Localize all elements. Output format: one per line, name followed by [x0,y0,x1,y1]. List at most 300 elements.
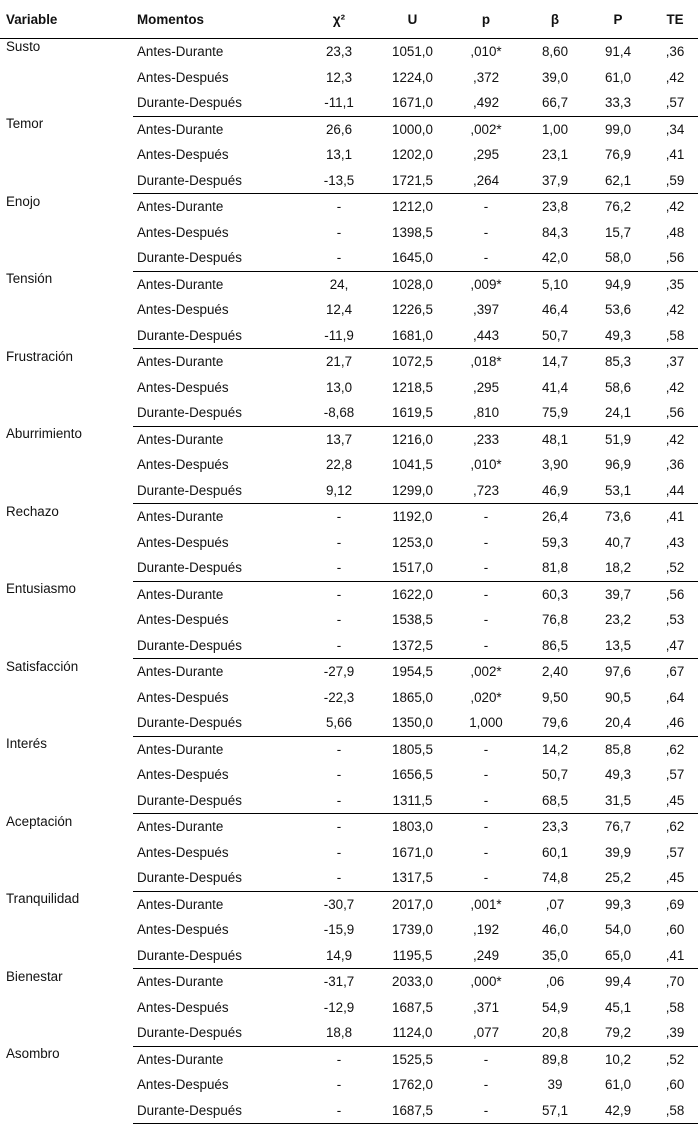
beta-cell: 50,7 [541,767,569,783]
probability-cell: 61,0 [604,1077,632,1093]
p-value-cell: ,009* [470,276,502,292]
beta-cell: 86,5 [524,633,586,659]
header-beta: β [524,0,586,39]
u-cell: 1224,0 [392,69,433,85]
beta-cell: 84,3 [541,224,569,240]
u-cell: 1041,5 [392,457,433,473]
momento-cell: Durante-Después [133,788,301,814]
chi-square-cell: 13,0 [325,379,353,395]
variable-cell: Asombro [6,1046,60,1061]
effect-size-cell: ,34 [665,121,685,137]
u-cell: 1865,0 [392,689,433,705]
probability-cell: 94,9 [604,276,632,292]
beta-cell: 81,8 [524,555,586,581]
momento-cell: Antes-Durante [137,276,224,292]
momento-cell: Antes-Después [137,844,229,860]
probability-cell: 76,2 [604,199,632,215]
beta-cell: 26,4 [541,509,569,525]
momento-cell: Durante-Después [133,478,301,504]
u-cell: 1619,5 [377,400,448,426]
probability-cell: 45,1 [604,999,632,1015]
beta-cell: 39,0 [541,69,569,85]
chi-square-cell: -12,9 [323,999,355,1015]
momento-cell: Antes-Durante [137,44,224,60]
beta-cell: 8,60 [541,44,569,60]
beta-cell: 60,1 [541,844,569,860]
variable-cell: Susto [6,39,41,54]
probability-cell: 53,1 [586,478,650,504]
probability-cell: 49,3 [586,323,650,349]
p-value-cell: ,371 [472,999,500,1015]
effect-size-cell: ,56 [650,245,698,271]
p-value-cell: - [483,1077,489,1093]
p-value-cell: - [448,555,524,581]
p-value-cell: ,264 [448,168,524,194]
probability-cell: 13,5 [586,633,650,659]
p-value-cell: ,010* [470,44,502,60]
momento-cell: Antes-Después [137,922,229,938]
probability-cell: 42,9 [586,1098,650,1124]
momento-cell: Antes-Durante [137,586,224,602]
p-value-cell: 1,000 [448,710,524,736]
beta-cell: 46,0 [541,922,569,938]
chi-square-cell: - [336,509,342,525]
momento-cell: Durante-Después [133,555,301,581]
beta-cell: 59,3 [541,534,569,550]
probability-cell: 62,1 [586,168,650,194]
momento-cell: Durante-Después [133,1020,301,1046]
probability-cell: 53,6 [604,302,632,318]
beta-cell: 23,3 [541,819,569,835]
u-cell: 1622,0 [392,586,433,602]
variable-cell: Aceptación [6,813,73,829]
u-cell: 1739,0 [392,922,433,938]
p-value-cell: ,397 [472,302,500,318]
effect-size-cell: ,59 [650,168,698,194]
p-value-cell: ,295 [472,379,500,395]
p-value-cell: ,295 [472,147,500,163]
u-cell: 2033,0 [392,974,433,990]
u-cell: 1687,5 [392,999,433,1015]
chi-square-cell: -22,3 [323,689,355,705]
p-value-cell: - [448,245,524,271]
p-value-cell: ,249 [448,943,524,969]
u-cell: 1517,0 [377,555,448,581]
momento-cell: Antes-Durante [137,896,224,912]
effect-size-cell: ,57 [665,767,685,783]
beta-cell: 37,9 [524,168,586,194]
variable-cell: Frustración [6,348,73,364]
probability-cell: 24,1 [586,400,650,426]
probability-cell: 73,6 [604,509,632,525]
beta-cell: 54,9 [541,999,569,1015]
chi-square-cell: - [336,199,342,215]
effect-size-cell: ,43 [665,534,685,550]
probability-cell: 49,3 [604,767,632,783]
probability-cell: 20,4 [586,710,650,736]
effect-size-cell: ,36 [665,44,685,60]
table-body [0,39,698,1124]
momento-cell: Antes-Durante [137,199,224,215]
p-value-cell: ,001* [470,896,502,912]
table-row [0,39,698,65]
table-row [0,271,698,297]
momento-cell: Durante-Después [133,245,301,271]
table-row [0,1046,698,1072]
p-value-cell: - [448,865,524,891]
table-row [0,891,698,917]
effect-size-cell: ,58 [650,1098,698,1124]
table-row [0,116,698,142]
u-cell: 1299,0 [377,478,448,504]
chi-square-cell: 21,7 [325,354,353,370]
variable-cell: Temor [6,116,44,131]
u-cell: 1253,0 [392,534,433,550]
effect-size-cell: ,58 [665,999,685,1015]
probability-cell: 91,4 [604,44,632,60]
chi-square-cell: 26,6 [325,121,353,137]
chi-square-cell: - [336,767,342,783]
u-cell: 1372,5 [377,633,448,659]
u-cell: 1195,5 [377,943,448,969]
probability-cell: 40,7 [604,534,632,550]
chi-square-cell: 12,3 [325,69,353,85]
momento-cell: Antes-Después [137,534,229,550]
variable-cell: Aburrimiento [6,426,82,441]
chi-square-cell: - [336,612,342,628]
u-cell: 1212,0 [392,199,433,215]
p-value-cell: - [448,788,524,814]
effect-size-cell: ,45 [650,788,698,814]
probability-cell: 25,2 [586,865,650,891]
effect-size-cell: ,52 [665,1051,685,1067]
probability-cell: 99,0 [604,121,632,137]
p-value-cell: ,192 [472,922,500,938]
effect-size-cell: ,42 [665,302,685,318]
momento-cell: Durante-Después [133,1098,301,1124]
momento-cell: Antes-Después [137,767,229,783]
probability-cell: 39,9 [604,844,632,860]
effect-size-cell: ,47 [650,633,698,659]
chi-square-cell: - [301,633,377,659]
chi-square-cell: -27,9 [323,664,355,680]
chi-square-cell: - [301,245,377,271]
u-cell: 1954,5 [392,664,433,680]
chi-square-cell: 5,66 [301,710,377,736]
effect-size-cell: ,42 [665,379,685,395]
probability-cell: 90,5 [604,689,632,705]
p-value-cell: ,018* [470,354,502,370]
probability-cell: 23,2 [604,612,632,628]
probability-cell: 10,2 [604,1051,632,1067]
table-row [0,736,698,762]
variable-cell: Enojo [6,193,41,209]
u-cell: 1687,5 [377,1098,448,1124]
probability-cell: 54,0 [604,922,632,938]
u-cell: 2017,0 [392,896,433,912]
table-row [0,814,698,840]
p-value-cell: ,492 [448,90,524,116]
header-probability: P [586,0,650,39]
p-value-cell: ,077 [448,1020,524,1046]
u-cell: 1645,0 [377,245,448,271]
effect-size-cell: ,53 [665,612,685,628]
chi-square-cell: - [336,224,342,240]
chi-square-cell: - [336,844,342,860]
p-value-cell: ,723 [448,478,524,504]
chi-square-cell: - [336,741,342,757]
effect-size-cell: ,69 [665,896,685,912]
effect-size-cell: ,62 [665,819,685,835]
p-value-cell: - [483,844,489,860]
p-value-cell: ,443 [448,323,524,349]
p-value-cell: - [483,224,489,240]
header-effect-size: TE [650,0,698,39]
momento-cell: Durante-Después [133,323,301,349]
effect-size-cell: ,42 [665,431,685,447]
probability-cell: 85,8 [604,741,632,757]
table-row [0,659,698,685]
table-row [0,194,698,220]
p-value-cell: ,000* [470,974,502,990]
momento-cell: Durante-Después [133,865,301,891]
chi-square-cell: - [301,1098,377,1124]
probability-cell: 97,6 [604,664,632,680]
effect-size-cell: ,56 [650,400,698,426]
u-cell: 1805,5 [392,741,433,757]
p-value-cell: - [483,1051,489,1067]
momento-cell: Antes-Durante [137,354,224,370]
chi-square-cell: -30,7 [323,896,355,912]
chi-square-cell: - [336,534,342,550]
effect-size-cell: ,41 [650,943,698,969]
probability-cell: 76,9 [604,147,632,163]
effect-size-cell: ,41 [665,509,685,525]
table-row [0,504,698,530]
chi-square-cell: - [336,586,342,602]
beta-cell: 75,9 [524,400,586,426]
chi-square-cell: 12,4 [325,302,353,318]
momento-cell: Durante-Después [133,400,301,426]
beta-cell: 89,8 [541,1051,569,1067]
beta-cell: 5,10 [541,276,569,292]
u-cell: 1671,0 [392,844,433,860]
p-value-cell: - [483,199,489,215]
p-value-cell: - [483,819,489,835]
beta-cell: 42,0 [524,245,586,271]
p-value-cell: - [483,767,489,783]
beta-cell: 20,8 [524,1020,586,1046]
header-u: U [377,0,448,39]
chi-square-cell: 14,9 [301,943,377,969]
momento-cell: Antes-Durante [137,819,224,835]
effect-size-cell: ,45 [650,865,698,891]
momento-cell: Antes-Después [137,457,229,473]
u-cell: 1398,5 [392,224,433,240]
probability-cell: 76,7 [604,819,632,835]
chi-square-cell: 24, [329,276,349,292]
beta-cell: 3,90 [541,457,569,473]
effect-size-cell: ,58 [650,323,698,349]
effect-size-cell: ,62 [665,741,685,757]
chi-square-cell: 22,8 [325,457,353,473]
effect-size-cell: ,67 [665,664,685,680]
table-row [0,349,698,375]
u-cell: 1124,0 [377,1020,448,1046]
momento-cell: Antes-Durante [137,1051,224,1067]
beta-cell: 41,4 [541,379,569,395]
beta-cell: 66,7 [524,90,586,116]
p-value-cell: - [483,509,489,525]
chi-square-cell: - [301,865,377,891]
effect-size-cell: ,57 [665,844,685,860]
momento-cell: Antes-Después [137,224,229,240]
beta-cell: 50,7 [524,323,586,349]
p-value-cell: ,002* [470,664,502,680]
probability-cell: 18,2 [586,555,650,581]
p-value-cell: ,810 [448,400,524,426]
chi-square-cell: -8,68 [301,400,377,426]
p-value-cell: ,372 [472,69,500,85]
momento-cell: Durante-Después [133,168,301,194]
p-value-cell: - [483,586,489,602]
chi-square-cell: 13,1 [325,147,353,163]
momento-cell: Antes-Después [137,1077,229,1093]
header-variable: Variable [0,0,133,39]
effect-size-cell: ,35 [665,276,685,292]
variable-cell: Tranquilidad [6,891,80,906]
u-cell: 1202,0 [392,147,433,163]
beta-cell: 48,1 [541,431,569,447]
variable-cell: Tensión [6,271,53,286]
momento-cell: Antes-Durante [137,431,224,447]
probability-cell: 96,9 [604,457,632,473]
variable-cell: Bienestar [6,968,63,984]
probability-cell: 99,4 [604,974,632,990]
u-cell: 1317,5 [377,865,448,891]
variable-cell: Interés [6,736,47,751]
chi-square-cell: 18,8 [301,1020,377,1046]
effect-size-cell: ,42 [665,69,685,85]
momento-cell: Antes-Después [137,379,229,395]
variable-cell: Satisfacción [6,658,79,674]
u-cell: 1721,5 [377,168,448,194]
beta-cell: 74,8 [524,865,586,891]
beta-cell: 23,8 [541,199,569,215]
effect-size-cell: ,44 [650,478,698,504]
beta-cell: 23,1 [541,147,569,163]
beta-cell: 14,7 [541,354,569,370]
probability-cell: 33,3 [586,90,650,116]
beta-cell: 79,6 [524,710,586,736]
chi-square-cell: - [301,788,377,814]
effect-size-cell: ,48 [665,224,685,240]
u-cell: 1192,0 [392,509,433,525]
u-cell: 1072,5 [392,354,433,370]
header-momentos: Momentos [133,0,301,39]
probability-cell: 65,0 [586,943,650,969]
variable-cell: Rechazo [6,503,59,519]
momento-cell: Antes-Durante [137,121,224,137]
p-value-cell: ,020* [470,689,502,705]
table-row [0,581,698,607]
u-cell: 1538,5 [392,612,433,628]
beta-cell: 60,3 [541,586,569,602]
momento-cell: Antes-Después [137,302,229,318]
p-value-cell: - [448,633,524,659]
chi-square-cell: -13,5 [301,168,377,194]
p-value-cell: - [483,534,489,550]
header-p-value: p [448,0,524,39]
effect-size-cell: ,60 [665,1077,685,1093]
probability-cell: 15,7 [604,224,632,240]
chi-square-cell: -11,1 [301,90,377,116]
momento-cell: Antes-Después [137,999,229,1015]
beta-cell: 46,4 [541,302,569,318]
momento-cell: Antes-Durante [137,664,224,680]
chi-square-cell: -31,7 [323,974,355,990]
momento-cell: Antes-Después [137,689,229,705]
chi-square-cell: - [301,555,377,581]
header-chi-square: χ² [301,0,377,39]
effect-size-cell: ,60 [665,922,685,938]
p-value-cell: - [448,1098,524,1124]
momento-cell: Durante-Después [133,943,301,969]
u-cell: 1656,5 [392,767,433,783]
effect-size-cell: ,36 [665,457,685,473]
u-cell: 1350,0 [377,710,448,736]
u-cell: 1311,5 [377,788,448,814]
momento-cell: Antes-Después [137,69,229,85]
u-cell: 1803,0 [392,819,433,835]
beta-cell: ,07 [545,896,565,912]
chi-square-cell: -11,9 [301,323,377,349]
beta-cell: 35,0 [524,943,586,969]
u-cell: 1216,0 [392,431,433,447]
momento-cell: Durante-Después [133,90,301,116]
chi-square-cell: -15,9 [323,922,355,938]
beta-cell: 57,1 [524,1098,586,1124]
u-cell: 1051,0 [392,44,433,60]
chi-square-cell: 13,7 [325,431,353,447]
probability-cell: 58,6 [604,379,632,395]
beta-cell: 14,2 [541,741,569,757]
u-cell: 1028,0 [392,276,433,292]
u-cell: 1762,0 [392,1077,433,1093]
p-value-cell: - [483,741,489,757]
beta-cell: 76,8 [541,612,569,628]
p-value-cell: ,002* [470,121,502,137]
beta-cell: 68,5 [524,788,586,814]
header-row [0,0,698,39]
effect-size-cell: ,46 [650,710,698,736]
effect-size-cell: ,56 [665,586,685,602]
chi-square-cell: 9,12 [301,478,377,504]
probability-cell: 39,7 [604,586,632,602]
probability-cell: 51,9 [604,431,632,447]
u-cell: 1681,0 [377,323,448,349]
chi-square-cell: 23,3 [325,44,353,60]
effect-size-cell: ,70 [665,974,685,990]
effect-size-cell: ,39 [650,1020,698,1046]
effect-size-cell: ,41 [665,147,685,163]
beta-cell: 46,9 [524,478,586,504]
chi-square-cell: - [336,1077,342,1093]
u-cell: 1671,0 [377,90,448,116]
u-cell: 1000,0 [392,121,433,137]
beta-cell: 2,40 [541,664,569,680]
momento-cell: Antes-Durante [137,741,224,757]
